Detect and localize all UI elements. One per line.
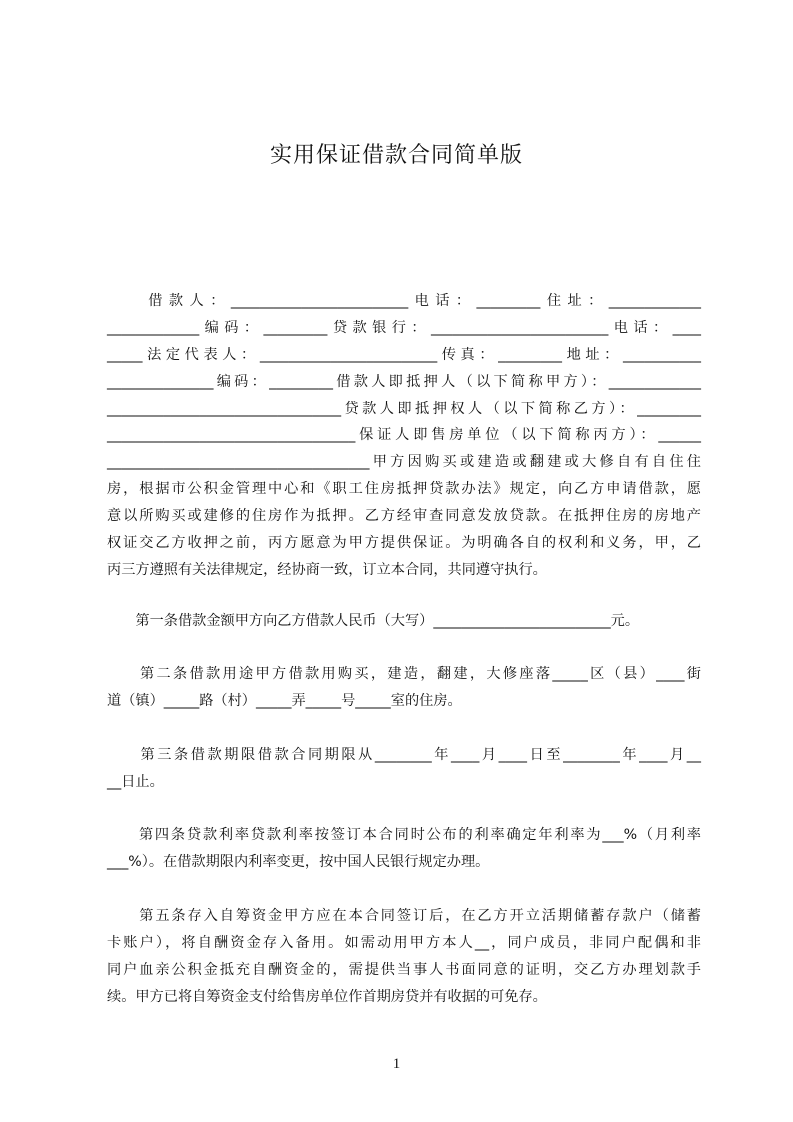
text-line: _____________编码：_________贷款银行：_________________________电话：____ [107, 320, 701, 336]
text-line: _________________________________贷款人即抵押权人（以下简称乙方）：_________ [107, 401, 701, 417]
text-line: 道（镇）_____路（村）_____弄_____号_____室的住房。 [107, 693, 462, 709]
text-line: 第二条借款用途甲方借款用购买，建造，翻建，大修座落_____区（县）____街 [107, 666, 701, 682]
text-line: ___________________________________保证人即售房单位（以下简称丙方）：______ [107, 427, 701, 443]
text-line: 卡账户），将自酬资金存入备用。如需动用甲方本人__，同户成员，非同户配偶和非 [107, 935, 701, 951]
text-line: __日止。 [107, 774, 164, 790]
page-number: 1 [392, 1056, 401, 1072]
text-line: 意以所购买或建修的住房作为抵押。乙方经审查同意发放贷款。在抵押住房的房地产 [107, 508, 701, 524]
text-line: 丙三方遵照有关法律规定，经协商一致，订立本合同，共同遵守执行。 [107, 562, 547, 578]
text-line: 续。甲方已将自筹资金支付给售房单位作首期房贷并有收据的可免存。 [107, 989, 547, 1005]
text-line: 第四条贷款利率贷款利率按签订本合同时公布的利率确定年利率为___%（月利率 [107, 827, 701, 843]
document-title: 实用保证借款合同简单版 [269, 143, 523, 168]
text-line: _____法定代表人：_________________________传真：_________地址：___________ [107, 347, 701, 363]
text-line: 第五条存入自筹资金甲方应在本合同签订后，在乙方开立活期储蓄存款户（储蓄 [107, 908, 701, 924]
text-line: 第一条借款金额甲方向乙方借款人民币（大写）_________________________元。 [107, 613, 640, 629]
text-line: 借款人：_________________________电话：_________住址：_____________ [107, 293, 701, 309]
text-line: 同户血亲公积金抵充自酬资金的，需提供当事人书面同意的证明，交乙方办理划款手 [107, 962, 701, 978]
text-line: ___%）。在借款期限内利率变更，按中国人民银行规定办理。 [107, 854, 490, 870]
text-line: _______________编码：_________借款人即抵押人（以下简称甲方）：_____________ [107, 374, 701, 390]
text-line: 房，根据市公积金管理中心和《职工住房抵押贷款办法》规定，向乙方申请借款，愿 [107, 481, 701, 497]
text-line: 第三条借款期限借款合同期限从________年____月____日至________年____月__ [107, 747, 701, 763]
text-line: 权证交乙方收押之前，丙方愿意为甲方提供保证。为明确各自的权利和义务，甲，乙 [107, 535, 701, 551]
text-line: _____________________________________甲方因购买或建造或翻建或大修自有自住住 [107, 454, 701, 470]
